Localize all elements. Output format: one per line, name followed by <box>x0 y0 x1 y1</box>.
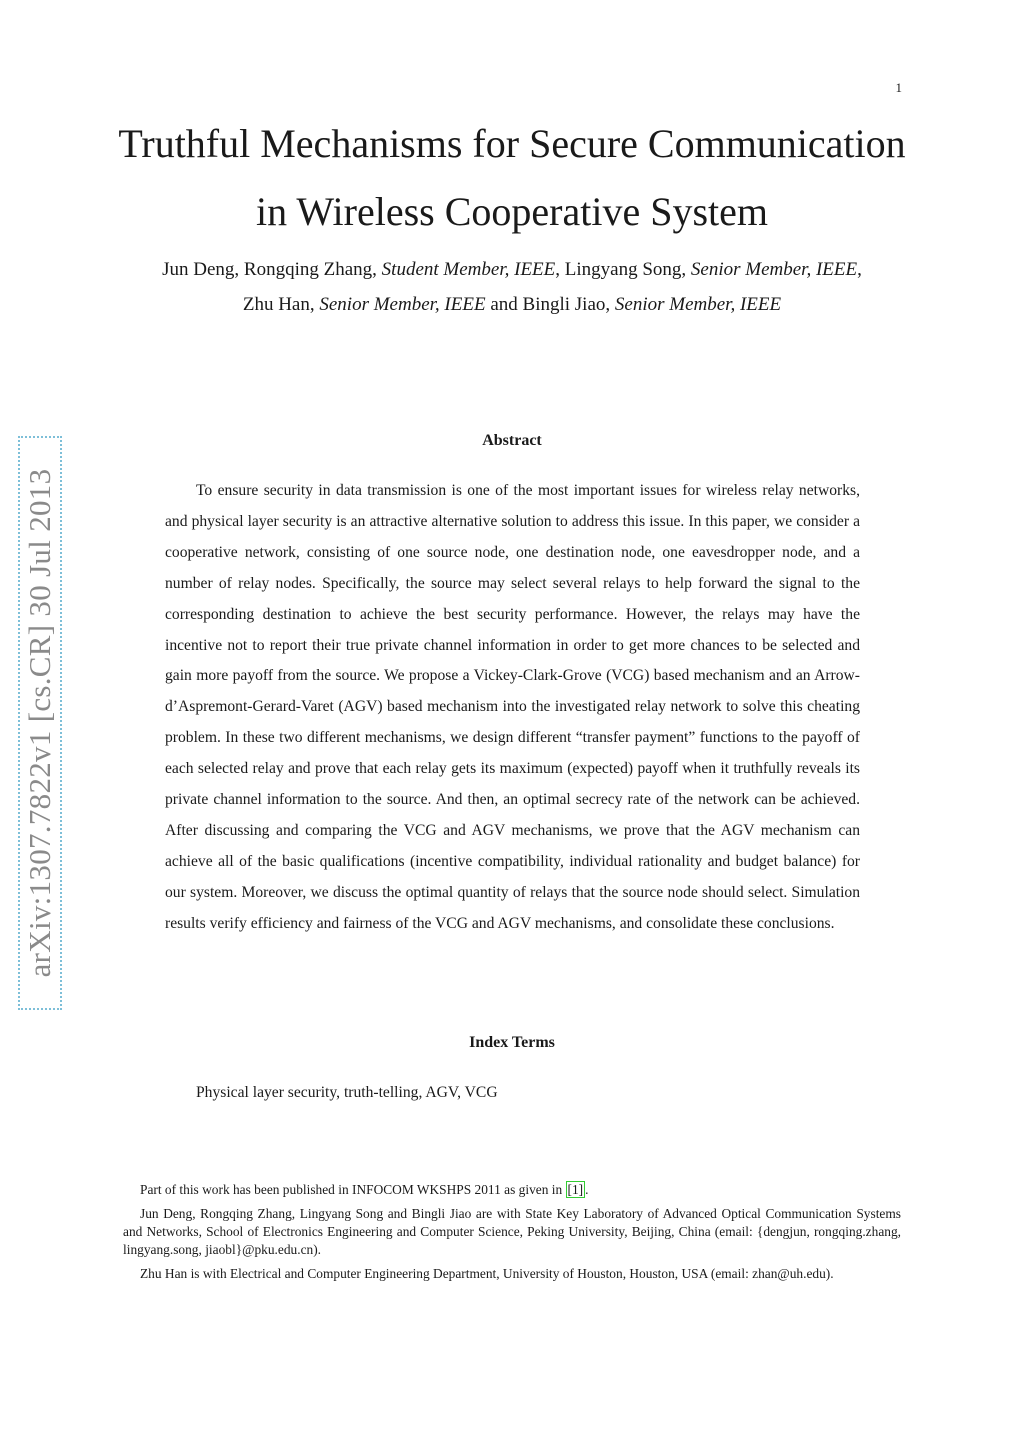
author-membership: Senior Member, IEEE <box>319 294 486 315</box>
footnotes <box>123 1181 901 1289</box>
footnote <box>123 1181 901 1199</box>
index-terms-text: Physical layer security, truth-telling, AGV, VCG <box>196 1084 498 1101</box>
footnote-text: Part of this work has been published in INFOCOM WKSHPS 2011 as given in <box>140 1182 566 1197</box>
footnote: Zhu Han is with Electrical and Computer Engineering Department, University of Houston, Houston, USA (email: zhan@uh.edu). <box>140 1266 834 1282</box>
arxiv-stamp <box>18 436 62 1010</box>
abstract-heading: Abstract <box>482 432 542 449</box>
author-membership: Student Member, IEEE <box>381 259 556 280</box>
author-list <box>100 252 924 322</box>
author-punctuation: , <box>857 259 862 280</box>
paper-title <box>80 110 944 246</box>
page-number: 1 <box>895 80 902 95</box>
title-line: in Wireless Cooperative System <box>255 189 768 234</box>
arxiv-identifier: arXiv:1307.7822v1 [cs.CR] 30 Jul 2013 <box>22 468 57 978</box>
footnote: Jun Deng, Rongqing Zhang, Lingyang Song and Bingli Jiao are with State Key Laboratory of Advanced Optical Communication Systems and Networks, School of Electronics Engineering and Computer Science, Peking University, Beijing, China (email: {dengjun, rongqing.zhang, lingyang.song, jiaobl}@pku.edu.cn). <box>123 1206 901 1258</box>
citation-link[interactable]: [1] <box>567 1182 584 1197</box>
author-line <box>100 252 924 287</box>
author-names: and Bingli Jiao, <box>485 294 615 315</box>
author-line <box>100 287 924 322</box>
author-names: , Lingyang Song, <box>555 259 691 280</box>
author-names: Jun Deng, Rongqing Zhang, <box>162 259 382 280</box>
author-membership: Senior Member, IEEE <box>614 294 782 315</box>
author-membership: Senior Member, IEEE <box>690 259 858 280</box>
abstract-text: To ensure security in data transmission is one of the most important issues for wireless relay networks, and physical layer security is an attractive alternative solution to address this issue. In this paper, we consider a cooperative network, consisting of one source node, one destination node, one eavesdropper node, and a number of relay nodes. Specifically, the source may select several relays to help forward the signal to the corresponding destination to achieve the best security performance. However, the relays may have the incentive not to report their true private channel information in order to get more chances to be selected and gain more payoff from the source. We propose a Vickey-Clark-Grove (VCG) based mechanism and an Arrow-d’Aspremont-Gerard-Varet (AGV) based mechanism into the investigated relay network to solve this cheating problem. In these two different mechanisms, we design different “transfer payment” functions to the payoff of each selected relay and prove that each relay gets its maximum (expected) payoff when it truthfully reveals its private channel information to the source. And then, an optimal secrecy rate of the network can be achieved. After discussing and comparing the VCG and AGV mechanisms, we prove that the AGV mechanism can achieve all of the basic qualifications (incentive compatibility, individual rationality and budget balance) for our system. Moreover, we discuss the optimal quantity of relays that the source node should select. Simulation results verify efficiency and fairness of the VCG and AGV mechanisms, and consolidate these conclusions. <box>165 482 860 932</box>
footnote-text: . <box>585 1182 589 1197</box>
title-line: Truthful Mechanisms for Secure Communication <box>118 121 906 166</box>
author-names: Zhu Han, <box>242 294 320 315</box>
index-terms-heading: Index Terms <box>469 1034 555 1051</box>
